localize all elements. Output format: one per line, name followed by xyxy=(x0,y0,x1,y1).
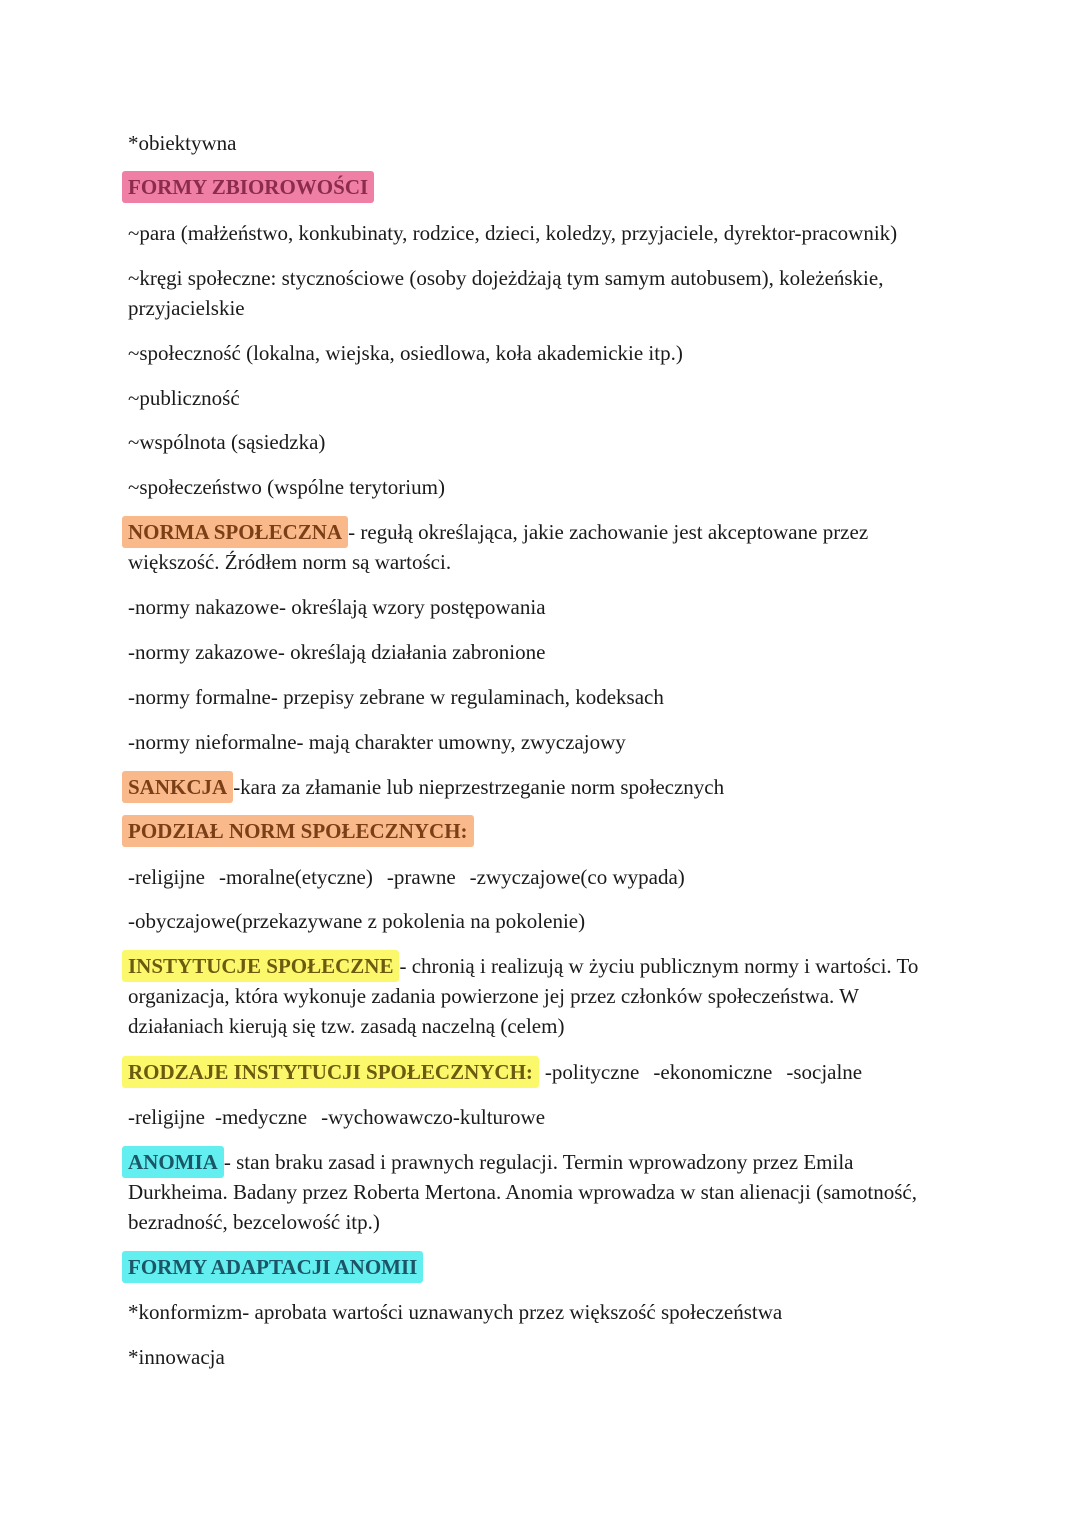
rodzaje-item: -religijne xyxy=(128,1105,205,1129)
line-normy-zakazowe: -normy zakazowe- określają działania zabronione xyxy=(128,640,546,664)
highlight-instytucje-spoleczne: INSTYTUCJE SPOŁECZNE xyxy=(122,950,399,982)
podzial-item: -moralne(etyczne) xyxy=(218,865,373,889)
rodzaje-item: -polityczne xyxy=(544,1060,640,1084)
line-obyczajowe: -obyczajowe(przekazywane z pokolenia na pokolenie) xyxy=(128,909,586,933)
paragraph-instytucje xyxy=(128,951,958,1041)
line-konformizm: *konformizm- aprobata wartości uznawanych przez większość społeczeństwa xyxy=(128,1300,783,1324)
line-spoleczenstwo: ~społeczeństwo (wspólne terytorium) xyxy=(128,475,445,499)
highlight-podzial-norm: PODZIAŁ NORM SPOŁECZNYCH: xyxy=(122,815,474,847)
line-obiektywna: *obiektywna xyxy=(128,131,237,155)
podzial-item: -religijne xyxy=(128,865,205,889)
line-normy-nieformalne: -normy nieformalne- mają charakter umowny, zwyczajowy xyxy=(128,730,626,754)
line-rodzaje-items2 xyxy=(128,1102,958,1132)
heading-podzial-norm xyxy=(128,816,958,846)
line-kregi: ~kręgi społeczne: stycznościowe (osoby dojeżdżają tym samym autobusem), koleżeńskie, przyjacielskie xyxy=(128,266,884,320)
highlight-formy-zbiorowosci: FORMY ZBIOROWOŚCI xyxy=(122,171,374,203)
highlight-rodzaje-instytucji: RODZAJE INSTYTUCJI SPOŁECZNYCH: xyxy=(122,1056,539,1088)
rodzaje-item: -socjalne xyxy=(786,1060,863,1084)
heading-formy-adaptacji xyxy=(128,1252,958,1282)
heading-formy-zbiorowosci xyxy=(128,172,958,202)
sankcja-definition: -kara za złamanie lub nieprzestrzeganie norm społecznych xyxy=(233,775,725,799)
podzial-item: -prawne xyxy=(386,865,456,889)
instytucje-definition: - chronią i realizują w życiu publicznym normy i wartości. To organizacja, która wykonuje zadania powierzone jej przez członków społeczeństwa. W działaniach kierują się tzw. zasadą naczelną (celem) xyxy=(128,954,919,1038)
highlight-norma-spoleczna: NORMA SPOŁECZNA xyxy=(122,516,348,548)
paragraph-sankcja xyxy=(128,772,958,802)
paragraph-anomia xyxy=(128,1147,958,1237)
rodzaje-item: -medyczne xyxy=(214,1105,308,1129)
line-normy-nakazowe: -normy nakazowe- określają wzory postępowania xyxy=(128,595,546,619)
rodzaje-item: -ekonomiczne xyxy=(653,1060,773,1084)
line-podzial-items xyxy=(128,862,958,892)
rodzaje-item: -wychowawczo-kulturowe xyxy=(321,1105,546,1129)
highlight-anomia: ANOMIA xyxy=(122,1146,224,1178)
norma-definition: - regułą określająca, jakie zachowanie jest akceptowane przez większość. Źródłem norm są wartości. xyxy=(128,520,869,574)
line-innowacja: *innowacja xyxy=(128,1345,225,1369)
line-publicznosc: ~publiczność xyxy=(128,386,240,410)
paragraph-norma xyxy=(128,517,958,577)
line-normy-formalne: -normy formalne- przepisy zebrane w regulaminach, kodeksach xyxy=(128,685,664,709)
line-spolecznosc: ~społeczność (lokalna, wiejska, osiedlowa, koła akademickie itp.) xyxy=(128,341,683,365)
line-wspolnota: ~wspólnota (sąsiedzka) xyxy=(128,430,326,454)
line-rodzaje-instytucji xyxy=(128,1057,958,1087)
anomia-definition: - stan braku zasad i prawnych regulacji. Termin wprowadzony przez Emila Durkheima. Badany przez Roberta Mertona. Anomia wprowadza w stan alienacji (samotność, bezradność, bezcelowość itp.) xyxy=(128,1150,917,1234)
highlight-sankcja: SANKCJA xyxy=(122,771,233,803)
highlight-formy-adaptacji: FORMY ADAPTACJI ANOMII xyxy=(122,1251,423,1283)
line-para: ~para (małżeństwo, konkubinaty, rodzice, dzieci, koledzy, przyjaciele, dyrektor-pracownik) xyxy=(128,221,898,245)
podzial-item: -zwyczajowe(co wypada) xyxy=(469,865,685,889)
